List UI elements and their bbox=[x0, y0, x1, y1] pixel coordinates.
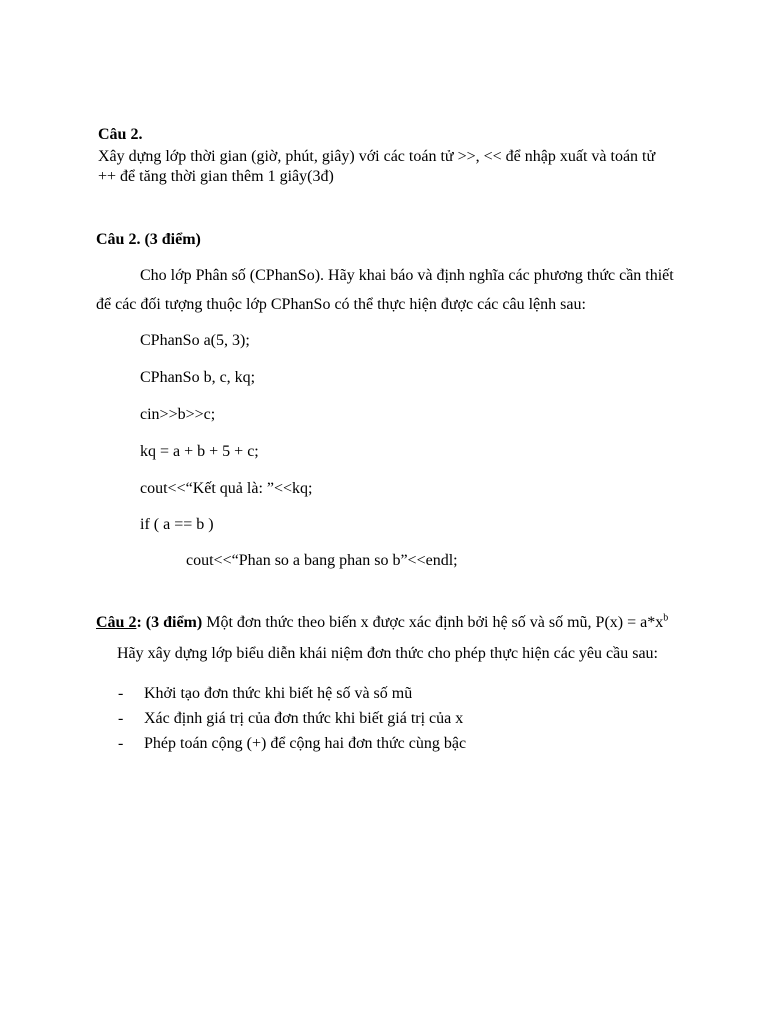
q3-colon: : bbox=[136, 614, 146, 631]
code-line: CPhanSo a(5, 3); bbox=[140, 332, 250, 349]
code-line: cout<<“Kết quả là: ”<<kq; bbox=[140, 480, 313, 497]
q2-intro-line-1: Cho lớp Phân số (CPhanSo). Hãy khai báo và định nghĩa các phương thức cần thiết bbox=[140, 267, 674, 284]
bullet-dash: - bbox=[118, 735, 124, 752]
q1-text-line-1: Xây dựng lớp thời gian (giờ, phút, giây) với các toán tử >>, << để nhập xuất và toán tử bbox=[98, 148, 656, 165]
bullet-dash: - bbox=[118, 710, 124, 727]
q2-heading: Câu 2. (3 điểm) bbox=[96, 231, 201, 248]
q3-task: Hãy xây dựng lớp biểu diễn khái niệm đơn thức cho phép thực hiện các yêu cầu sau: bbox=[117, 645, 658, 662]
code-line: cout<<“Phan so a bang phan so b”<<endl; bbox=[186, 552, 458, 569]
q3-statement-text: Một đơn thức theo biến x được xác định bởi hệ số và số mũ, P(x) = a*x bbox=[202, 614, 664, 631]
q3-statement bbox=[96, 613, 668, 633]
q3-exponent: b bbox=[663, 612, 669, 624]
bullet-item: Phép toán cộng (+) để cộng hai đơn thức cùng bậc bbox=[144, 735, 467, 752]
bullet-item: Khởi tạo đơn thức khi biết hệ số và số mũ bbox=[144, 685, 413, 702]
q3-label: Câu 2 bbox=[96, 614, 137, 631]
bullet-item: Xác định giá trị của đơn thức khi biết giá trị của x bbox=[144, 710, 464, 727]
code-line: if ( a == b ) bbox=[140, 516, 214, 533]
code-line: cin>>b>>c; bbox=[140, 406, 216, 423]
q2-intro-line-2: để các đối tượng thuộc lớp CPhanSo có thể thực hiện được các câu lệnh sau: bbox=[96, 296, 586, 313]
q1-text-line-2: ++ để tăng thời gian thêm 1 giây(3đ) bbox=[98, 168, 334, 185]
code-line: CPhanSo b, c, kq; bbox=[140, 369, 256, 386]
q3-points: (3 điểm) bbox=[145, 614, 203, 631]
q1-heading: Câu 2. bbox=[98, 126, 143, 143]
code-line: kq = a + b + 5 + c; bbox=[140, 443, 259, 460]
bullet-dash: - bbox=[118, 685, 124, 702]
